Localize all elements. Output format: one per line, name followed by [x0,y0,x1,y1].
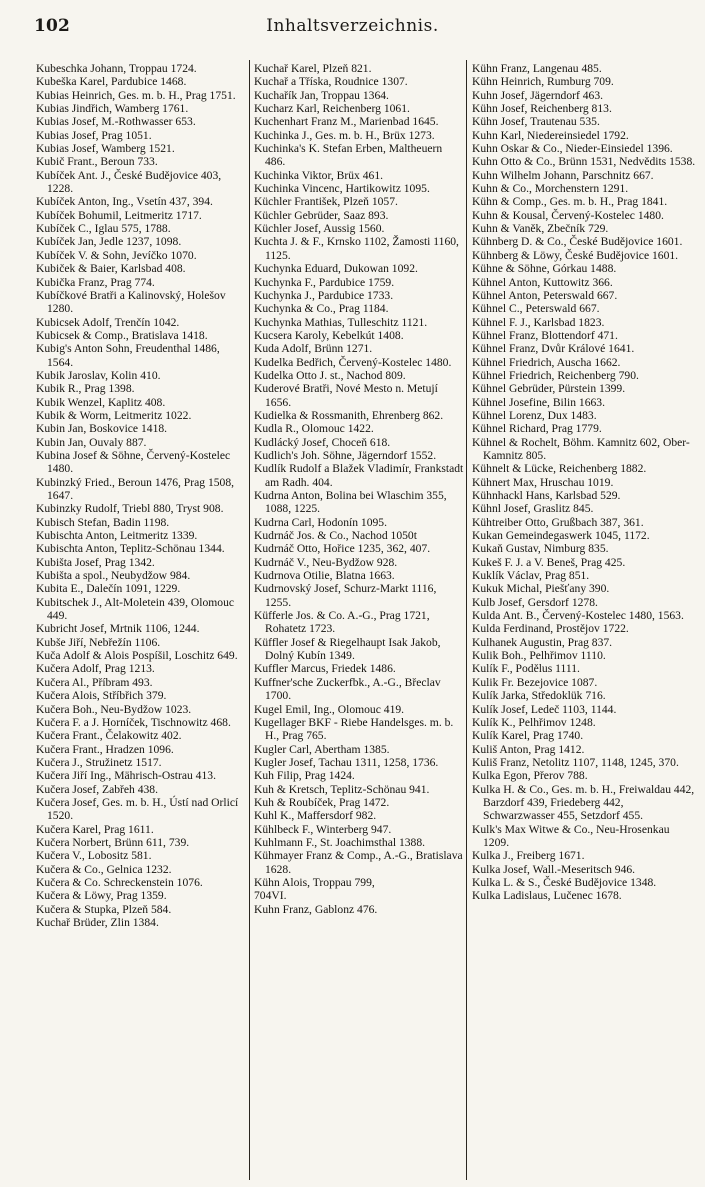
index-entry: Kuhn Oskar & Co., Nieder-Einsiedel 1396. [472,142,673,156]
index-entry: Kubinzky Rudolf, Triebl 880, Tryst 908. [36,502,224,516]
index-entry: Kuchař a Tříska, Roudnice 1307. [254,75,408,89]
index-entry: Kučera Alois, Stříbřich 379. [36,689,167,703]
index-entry: Kubíček Anton, Ing., Vsetín 437, 394. [36,195,213,209]
index-entry: Kubin Jan, Ouvaly 887. [36,435,147,449]
index-entry: Kubitschek J., Alt-Moletein 439, Olomouc 449. [36,595,235,623]
index-entry: Kuhn Karl, Niedereinsiedel 1792. [472,128,629,142]
index-entry: Kühnel Anton, Kuttowitz 366. [472,275,613,289]
index-entry: Kubše Jiří, Nebřežín 1106. [36,635,161,649]
index-entry: 704VI. [254,889,287,903]
index-columns [36,62,696,1180]
index-entry: Kubíček Jan, Jedle 1237, 1098. [36,235,182,249]
index-entry: Kubig's Anton Sohn, Freudenthal 1486, 1564. [36,342,220,369]
index-entry: Kulik Fr. Bezejovice 1087. [472,675,598,689]
index-entry: Küffler Josef & Riegelhaupt Isak Jakob, Dolný Kubín 1349. [254,635,441,663]
index-entry: Kubeschka Johann, Troppau 1724. [36,62,197,75]
index-entry: Kubin Jan, Boskovice 1418. [36,422,168,436]
index-entry: Kubinzký Fried., Beroun 1476, Prag 1508, 1647. [36,475,235,502]
index-entry: Kubíček V. & Sohn, Jevíčko 1070. [36,248,197,262]
index-entry: Kučera Frant., Hradzen 1096. [36,742,174,756]
index-entry: Küchler František, Plzeň 1057. [254,195,398,209]
index-entry: Kuliš Franz, Netolitz 1107, 1148, 1245, 370. [472,755,679,769]
index-entry: Kuchynka F., Pardubice 1759. [254,275,395,289]
index-entry: Kuh Filip, Prag 1424. [254,769,355,783]
index-entry: Kubíček Ant. J., České Budějovice 403, 1228. [36,168,222,196]
index-entry: Kühnel Franz, Dvůr Králové 1641. [472,342,635,356]
index-entry: Kugellager BKF - Riebe Handelsges. m. b. H., Prag 765. [254,715,454,743]
index-entry: Kulík Karel, Prag 1740. [472,729,584,743]
index-entry: Kubias Jindřich, Wamberg 1761. [36,102,189,116]
index-entry: Kulka Ladislaus, Lučenec 1678. [472,889,622,903]
index-entry: Kuchynka J., Pardubice 1733. [254,288,394,302]
index-entry: Kubik Wenzel, Kaplitz 408. [36,395,166,409]
index-entry: Küchler Josef, Aussig 1560. [254,222,385,236]
index-entry: Kučera Jiří Ing., Mährisch-Ostrau 413. [36,769,216,783]
index-entry: Kučera Boh., Neu-Bydžow 1023. [36,702,192,716]
index-entry: Kühnert Max, Hruschau 1019. [472,475,614,489]
index-column-left [36,62,246,1180]
index-entry: Küchler Gebrüder, Saaz 893. [254,208,389,222]
index-entry: Kuhn Franz, Gablonz 476. [254,902,378,916]
index-entry: Kuhn Wilhelm Johann, Parschnitz 667. [472,168,654,182]
index-entry: Kudrnáč Otto, Hořice 1235, 362, 407. [254,542,431,556]
index-entry: Kubias Josef, M.-Rothwasser 653. [36,115,196,129]
index-entry: Kühn Alois, Troppau 799, [254,875,375,889]
index-entry: Kühnhackl Hans, Karlsbad 529. [472,489,621,502]
index-entry: Kühnel F. J., Karlsbad 1823. [472,315,605,329]
index-entry: Kugel Emil, Ing., Olomouc 419. [254,702,405,716]
index-entry: Kühnel Gebrüder, Pürstein 1399. [472,382,626,396]
index-entry: Kuhn Otto & Co., Brünn 1531, Nedvědits 1538. [472,155,696,169]
index-entry: Kuda Adolf, Brünn 1271. [254,342,373,356]
page-title: Inhaltsverzeichnis. [266,16,439,36]
index-entry: Kuchenhart Franz M., Marienbad 1645. [254,115,439,129]
index-entry: Kukuk Michal, Piešťany 390. [472,582,610,596]
index-entry: Kubias Heinrich, Ges. m. b. H., Prag 1751. [36,88,236,102]
index-entry: Kubíček C., Iglau 575, 1788. [36,222,171,236]
index-entry: Kubita E., Dalečín 1091, 1229. [36,582,181,596]
index-entry: Kühnl Josef, Graslitz 845. [472,502,594,516]
index-entry: Kühmayer Franz & Comp., A.-G., Bratislava 1628. [254,849,463,876]
index-entry: Kühnel Anton, Peterswald 667. [472,288,618,302]
index-entry: Kuhl K., Maffersdorf 982. [254,809,377,823]
index-column-middle [254,62,464,1180]
index-entry: Kudielka & Rossmanith, Ehrenberg 862. [254,408,444,422]
index-entry: Kubina Josef & Söhne, Červený-Kostelec 1480. [36,448,231,476]
index-entry: Kučera Josef, Ges. m. b. H., Ústí nad Orlicí 1520. [36,795,239,823]
index-entry: Kučera & Stupka, Plzeň 584. [36,902,172,916]
index-entry: Kučera J., Stružinetz 1517. [36,755,162,769]
index-entry: Kuhn Josef, Jägerndorf 463. [472,88,604,102]
index-entry: Kudrnova Otilie, Blatna 1663. [254,569,395,583]
index-entry: Kubicsek & Comp., Bratislava 1418. [36,328,208,342]
index-entry: Kučera & Löwy, Prag 1359. [36,889,167,903]
index-entry: Kučera & Co., Gelnica 1232. [36,862,172,876]
index-entry: Kubeška Karel, Pardubice 1468. [36,75,187,89]
index-entry: Kubiček & Baier, Karlsbad 408. [36,262,186,276]
index-entry: Kubik & Worm, Leitmeritz 1022. [36,408,192,422]
index-entry: Kudrna Carl, Hodonín 1095. [254,515,387,529]
index-entry: Kulík F., Podělus 1111. [472,662,580,676]
index-entry: Kubricht Josef, Mrtnik 1106, 1244. [36,622,200,636]
page-number: 102 [34,16,71,36]
index-entry: Kubik Jaroslav, Kolin 410. [36,368,161,382]
index-entry: Kühn Josef, Trautenau 535. [472,115,600,129]
index-entry: Kugler Carl, Abertham 1385. [254,742,390,756]
index-entry: Kulka Egon, Přerov 788. [472,769,588,783]
index-entry: Kulk's Max Witwe & Co., Neu-Hrosenkau 1209. [472,822,670,849]
index-entry: Kučera Al., Příbram 493. [36,675,153,689]
index-entry: Kuklík Václav, Prag 851. [472,569,590,583]
index-entry: Kuchinka J., Ges. m. b. H., Brüx 1273. [254,128,435,142]
index-entry: Küfferle Jos. & Co. A.-G., Prag 1721, Rohatetz 1723. [254,609,430,636]
index-entry: Kulik Boh., Pelhřimov 1110. [472,649,606,663]
index-entry: Kühtreiber Otto, Grußbach 387, 361. [472,515,644,529]
index-entry: Kucsera Karoly, Kebelkút 1408. [254,328,404,342]
index-entry: Kulík Josef, Ledeč 1103, 1144. [472,702,617,716]
index-entry: Kuhn & Vaněk, Zbečník 729. [472,222,609,236]
index-entry: Kühnel C., Peterswald 667. [472,302,600,316]
index-entry: Kuhlmann F., St. Joachimsthal 1388. [254,835,426,849]
index-entry: Kühnberg D. & Co., České Budějovice 1601. [472,235,683,249]
index-entry: Kuchta J. & F., Krnsko 1102, Žamosti 1160, 1125. [254,235,459,262]
index-entry: Kugler Josef, Tachau 1311, 1258, 1736. [254,755,439,769]
index-entry: Kučera Karel, Prag 1611. [36,822,154,836]
index-entry: Kudrnáč V., Neu-Bydžow 928. [254,555,398,569]
index-entry: Kuchinka Viktor, Brüx 461. [254,168,384,182]
index-entry: Kühlbeck F., Winterberg 947. [254,822,392,836]
index-entry: Kubias Josef, Wamberg 1521. [36,142,175,156]
index-entry: Kulka Josef, Wall.-Meseritsch 946. [472,862,636,876]
index-entry: Kučera Adolf, Prag 1213. [36,662,155,676]
index-entry: Kühn & Comp., Ges. m. b. H., Prag 1841. [472,195,668,209]
index-entry: Kühnel Lorenz, Dux 1483. [472,408,597,422]
index-entry: Kubischta Anton, Teplitz-Schönau 1344. [36,542,225,556]
index-entry: Kühnel Friedrich, Auscha 1662. [472,355,621,369]
index-entry: Kühn Franz, Langenau 485. [472,62,602,75]
index-entry: Kühnel Friedrich, Reichenberg 790. [472,368,639,382]
index-entry: Kučera Norbert, Brünn 611, 739. [36,835,190,849]
index-entry: Kudlácký Josef, Choceň 618. [254,435,391,449]
index-entry: Kubišta Josef, Prag 1342. [36,555,155,569]
index-entry: Kuchynka Mathias, Tulleschitz 1121. [254,315,428,329]
index-entry: Kuderové Bratři, Nové Mesto n. Metují 1656. [254,382,438,409]
index-entry: Kudelka Bedřich, Červený-Kostelec 1480. [254,355,452,369]
index-entry: Kühnberg & Löwy, České Budějovice 1601. [472,248,679,262]
index-entry: Kühnel Franz, Blottendorf 471. [472,328,618,342]
index-entry: Kühn Josef, Reichenberg 813. [472,102,612,116]
index-entry: Kulhanek Augustin, Prag 837. [472,635,613,649]
index-entry: Kuchinka Vincenc, Hartikowitz 1095. [254,182,430,196]
index-entry: Kubischta Anton, Leitmeritz 1339. [36,529,198,543]
index-entry: Kubíček Bohumil, Leitmeritz 1717. [36,208,202,222]
index-entry: Kuh & Roubíček, Prag 1472. [254,795,390,809]
index-entry: Kuchynka & Co., Prag 1184. [254,302,389,316]
index-entry: Kulka L. & S., České Budějovice 1348. [472,875,657,889]
index-entry: Kucharz Karl, Reichenberg 1061. [254,102,410,116]
index-entry: Kudrnovský Josef, Schurz-Markt 1116, 1255. [254,582,437,609]
index-entry: Kubišta a spol., Neubydžow 984. [36,569,191,583]
index-entry: Kulb Josef, Gersdorf 1278. [472,595,598,609]
index-entry: Kuliš Anton, Prag 1412. [472,742,585,756]
index-entry: Kudla R., Olomouc 1422. [254,422,374,436]
index-entry: Kudlich's Joh. Söhne, Jägerndorf 1552. [254,448,437,462]
index-entry: Kuhn & Kousal, Červený-Kostelec 1480. [472,208,664,222]
index-entry: Kubicsek Adolf, Trenčín 1042. [36,315,180,329]
index-entry: Kühnelt & Lücke, Reichenberg 1882. [472,462,647,476]
index-entry: Kudrna Anton, Bolina bei Wlaschim 355, 1088, 1225. [254,489,447,516]
index-entry: Kučera Josef, Zabřeh 438. [36,782,159,796]
index-entry: Kubias Josef, Prag 1051. [36,128,152,142]
index-entry: Kukaň Gustav, Nimburg 835. [472,542,609,556]
index-entry: Kulda Ant. B., Červený-Kostelec 1480, 1563. [472,609,684,623]
index-entry: Kuchař Karel, Plzeň 821. [254,62,372,75]
index-entry: Kühn Heinrich, Rumburg 709. [472,75,614,89]
index-entry: Kudelka Otto J. st., Nachod 809. [254,368,406,382]
index-entry: Kühne & Söhne, Górkau 1488. [472,262,617,276]
index-entry: Kuchynka Eduard, Dukowan 1092. [254,262,418,276]
index-entry: Kubička Franz, Prag 774. [36,275,155,289]
index-entry: Kuffner'sche Zuckerfbk., A.-G., Břeclav 1700. [254,675,441,703]
index-entry: Kulka J., Freiberg 1671. [472,849,585,863]
index-entry: Kučera F. a J. Horníček, Tischnowitz 468. [36,715,231,729]
index-entry: Kubič Frant., Beroun 733. [36,155,158,169]
index-entry: Kulda Ferdinand, Prostějov 1722. [472,622,629,636]
index-entry: Kučera & Co. Schreckenstein 1076. [36,875,203,889]
index-entry: Kubíčkové Bratři a Kalinovský, Holešov 1280. [36,288,226,316]
index-entry: Kukan Gemeindegaswerk 1045, 1172. [472,529,650,543]
index-entry: Kulík K., Pelhřimov 1248. [472,715,596,729]
index-entry: Kuchař Brüder, Zlin 1384. [36,916,159,929]
index-entry: Kühnel Josefine, Bilin 1663. [472,395,605,409]
index-entry: Kukeš F. J. a V. Beneš, Prag 425. [472,555,626,569]
index-entry: Kulka H. & Co., Ges. m. b. H., Freiwaldau 442, Barzdorf 439, Friedeberg 442, Schwarzwasser 455, Setzdorf 455. [472,782,695,823]
index-entry: Kudlík Rudolf a Blažek Vladimír, Frankstadt am Radh. 404. [254,462,464,489]
index-entry: Kuchinka's K. Stefan Erben, Maltheuern 486. [254,142,443,169]
index-entry: Kudrnáč Jos. & Co., Nachod 1050t [254,529,417,543]
index-entry: Kulík Jarka, Středoklük 716. [472,689,606,703]
index-entry: Kubisch Stefan, Badin 1198. [36,515,170,529]
index-entry: Kühnel Richard, Prag 1779. [472,422,602,436]
index-entry: Kubik R., Prag 1398. [36,382,135,396]
index-entry: Kuchařík Jan, Troppau 1364. [254,88,389,102]
index-column-right [472,62,696,1180]
index-entry: Kučera V., Lobositz 581. [36,849,152,863]
index-entry: Kuhn & Co., Morchenstern 1291. [472,182,629,196]
index-entry: Kuh & Kretsch, Teplitz-Schönau 941. [254,782,430,796]
index-entry: Kühnel & Rochelt, Böhm. Kamnitz 602, Ober-Kamnitz 805. [472,435,690,462]
page-header [0,0,705,48]
index-entry: Kuffler Marcus, Friedek 1486. [254,662,396,676]
index-entry: Kučera Frant., Čelakowitz 402. [36,729,182,743]
index-entry: Kuča Adolf & Alois Pospíšil, Loschitz 649. [36,649,238,663]
